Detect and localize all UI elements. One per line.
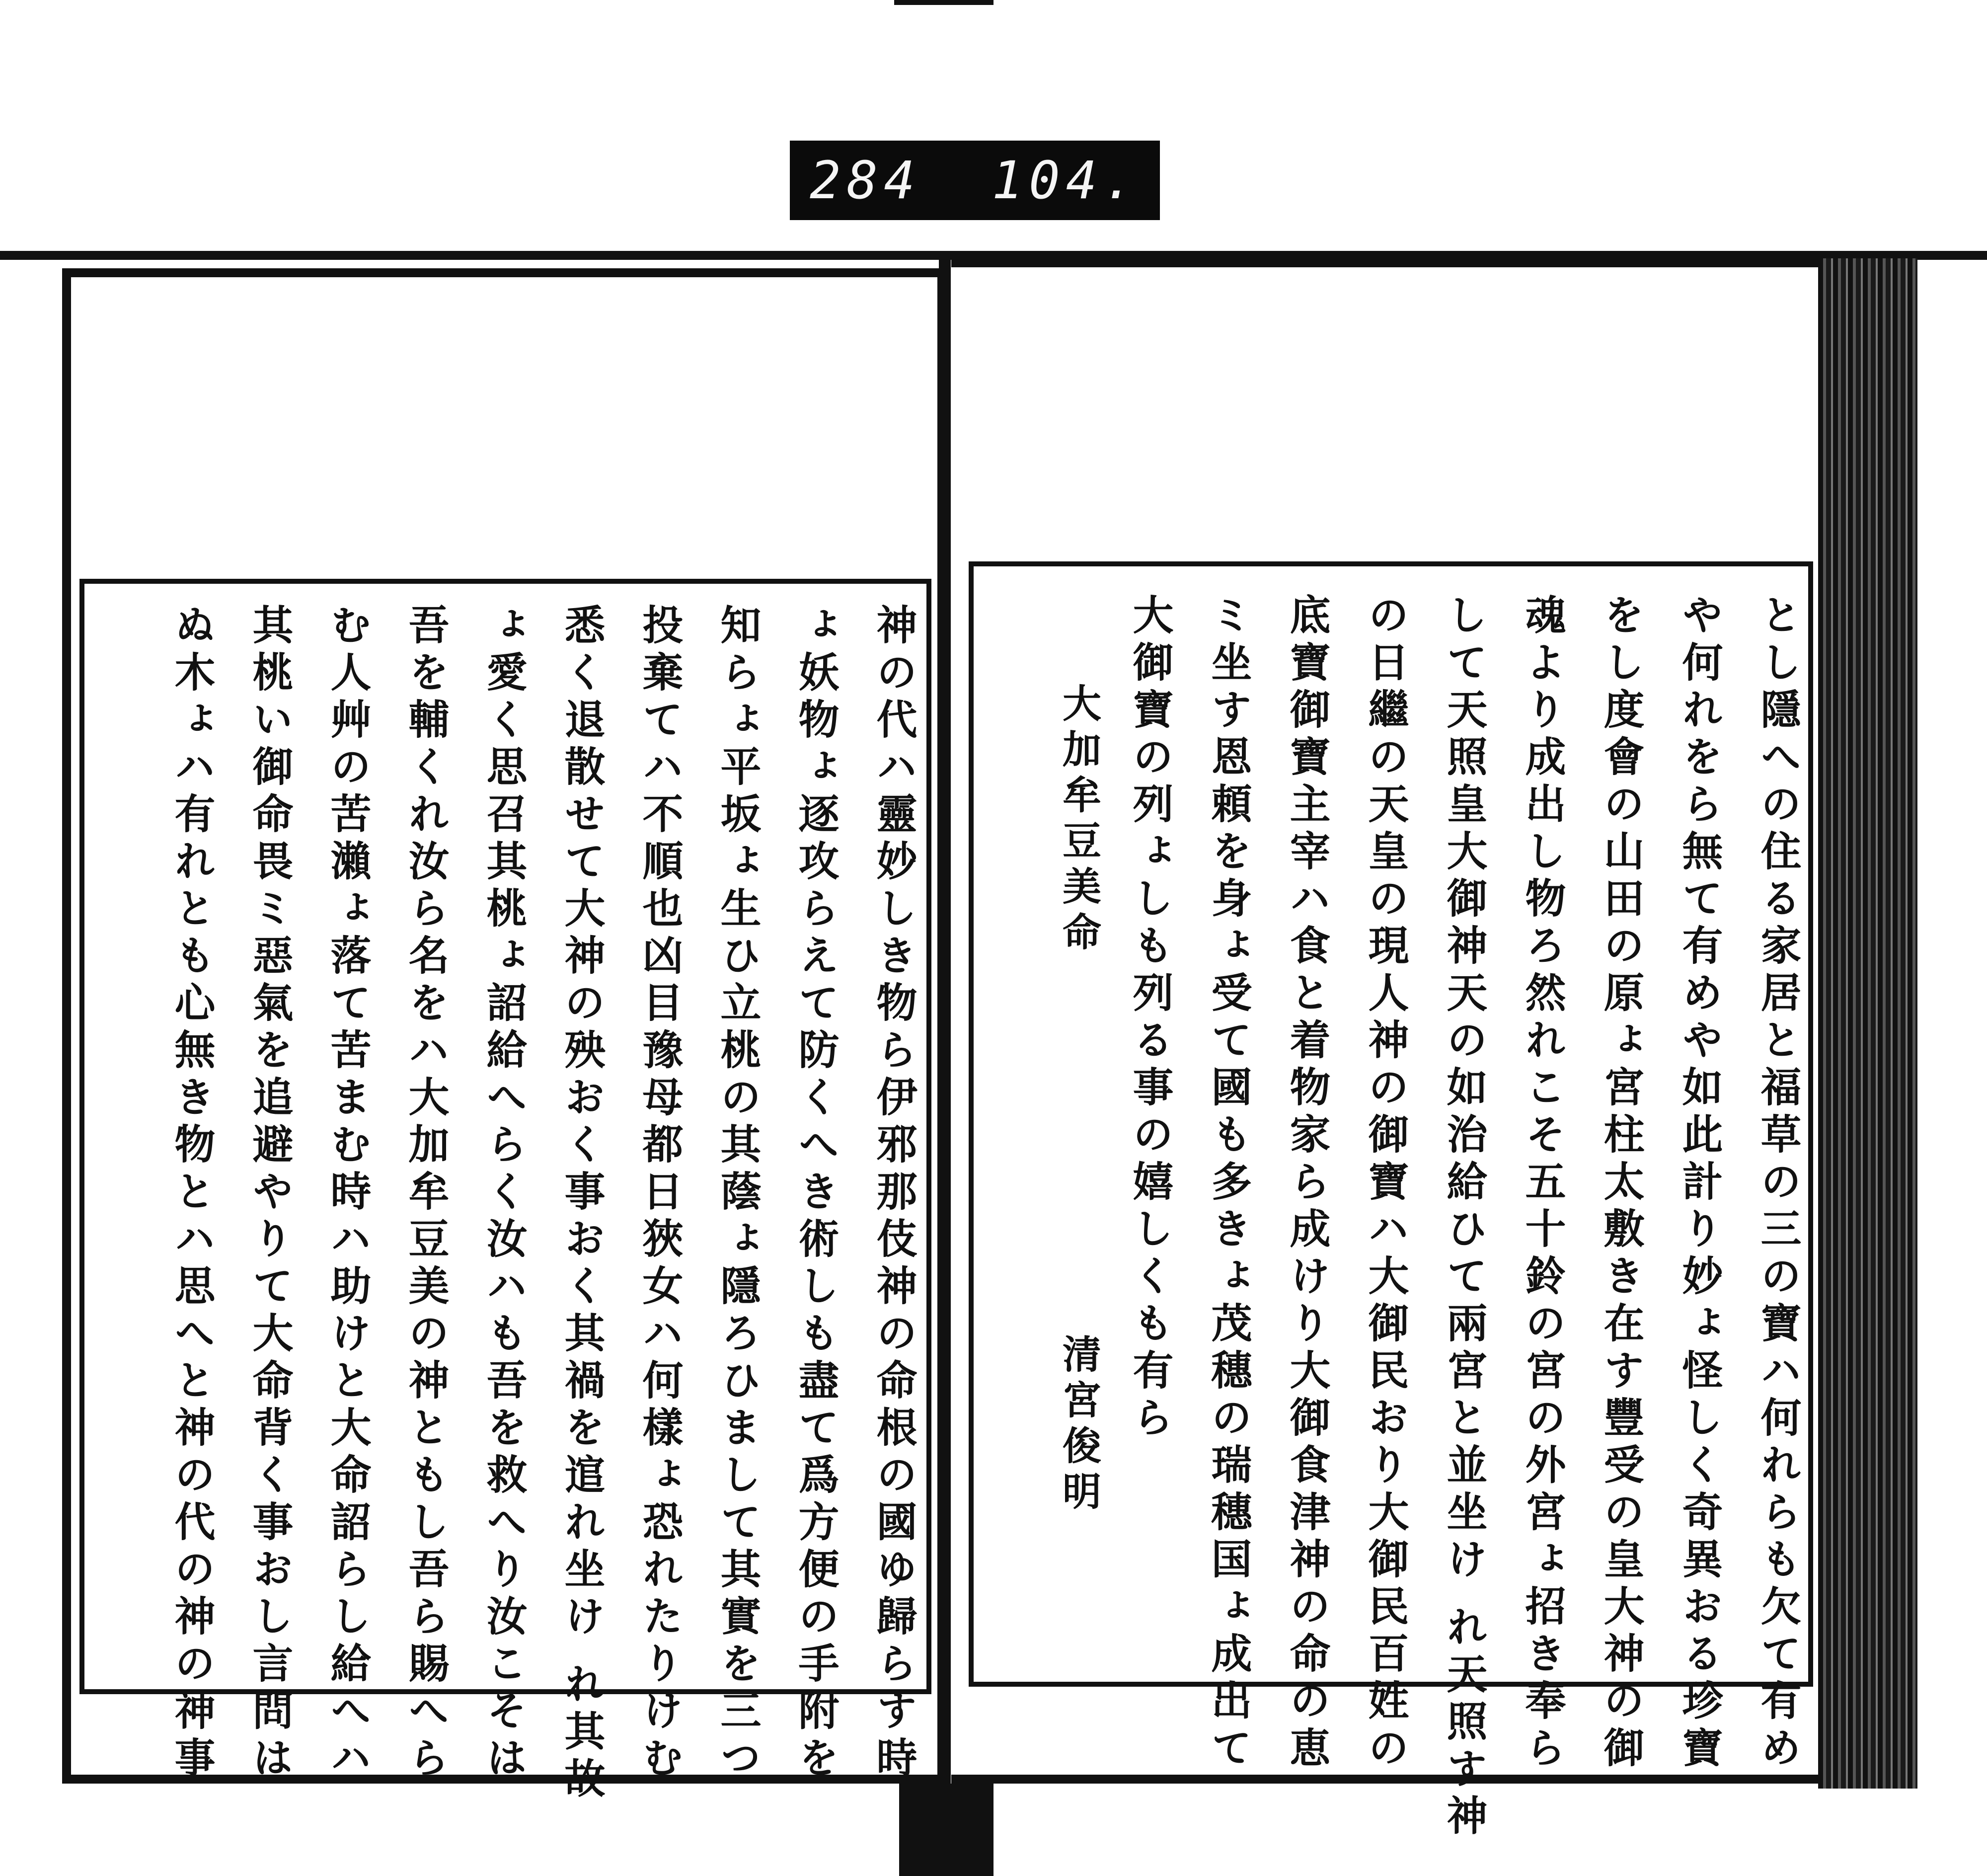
right-col-4: 魂より成出し物ろ然れこそ五十鈴の宮の外宮ょ招き奉ら xyxy=(1519,594,1566,1774)
book-gutter xyxy=(939,258,951,1784)
left-col-9: 其桃い御命畏ミ惡氣を追避やりて大命背く事おし言問は xyxy=(246,604,294,1784)
author-name: 清宮俊明 xyxy=(1056,1334,1101,1517)
bottom-clip-mark xyxy=(899,1784,994,1876)
top-clip-mark xyxy=(894,0,994,5)
left-col-4: 投棄てハ不順也凶目豫母都日狹女ハ何樣ょ恐れたりけむ xyxy=(636,604,684,1784)
left-col-8: む人艸の苦瀨ょ落て苦まむ時ハ助けと大命詔らし給へハ xyxy=(324,604,372,1784)
left-page-text xyxy=(134,604,917,1804)
right-col-1: とし隱への住る家居と福草の三の寶ハ何れらも欠て有め xyxy=(1754,594,1802,1774)
right-col-2: や何れをら無て有めや如此計り妙ょ怪しく奇異おる珍寶 xyxy=(1676,594,1723,1774)
right-col-6: の日繼の天皇の現人神の御寶ハ大御民おり大御民百姓の xyxy=(1362,594,1409,1774)
left-col-1: 神の代ハ靈妙しき物ら伊邪那伎神の命根の國ゆ歸らす時 xyxy=(870,604,917,1784)
right-col-7: 底寶御寶主宰ハ食と着物家ら成けり大御食津神の命の恵 xyxy=(1283,594,1331,1774)
frame-number-left: 284 xyxy=(810,150,921,211)
right-page-text xyxy=(994,594,1802,1842)
right-col-8: ミ坐す恩頼を身ょ受て國も多きょ茂穗の瑞穗国ょ成出て xyxy=(1205,594,1252,1774)
left-col-10: ぬ木ょハ有れとも心無き物とハ思へと神の代の神の神事 xyxy=(168,604,216,1784)
left-col-3: 知らょ平坂ょ生ひ立桃の其蔭ょ隱ろひまして其實を三つ xyxy=(714,604,762,1784)
left-col-7: 吾を輔くれ汝ら名をハ大加牟豆美の神ともし吾ら賜へら xyxy=(402,604,450,1784)
frame-number-label xyxy=(790,141,1160,220)
page-edges xyxy=(1818,258,1917,1789)
left-col-6: ょ愛く思召其桃ょ詔給へらく汝ハも吾を救へり汝こそは xyxy=(480,604,528,1784)
right-col-3: をし度會の山田の原ょ宮柱太敷き在す豐受の皇大神の御 xyxy=(1597,594,1645,1774)
right-col-5: して天照皇大御神天の如治給ひて兩宮と並坐け れ天照す神 xyxy=(1440,594,1488,1842)
right-col-9: 大御寶の列ょしも列る事の嬉しくも有ら xyxy=(1126,594,1174,1443)
left-col-2: ょ妖物ょ逐攻らえて防くへき術しも盡て爲方便の手附を xyxy=(792,604,840,1784)
left-col-5: 悉く退散せて大神の殃おく事おく其禍を逭れ坐け れ其故 xyxy=(558,604,606,1804)
frame-number-right: 104. xyxy=(992,150,1140,211)
poem-title: 大加牟豆美命 xyxy=(1056,683,1101,957)
